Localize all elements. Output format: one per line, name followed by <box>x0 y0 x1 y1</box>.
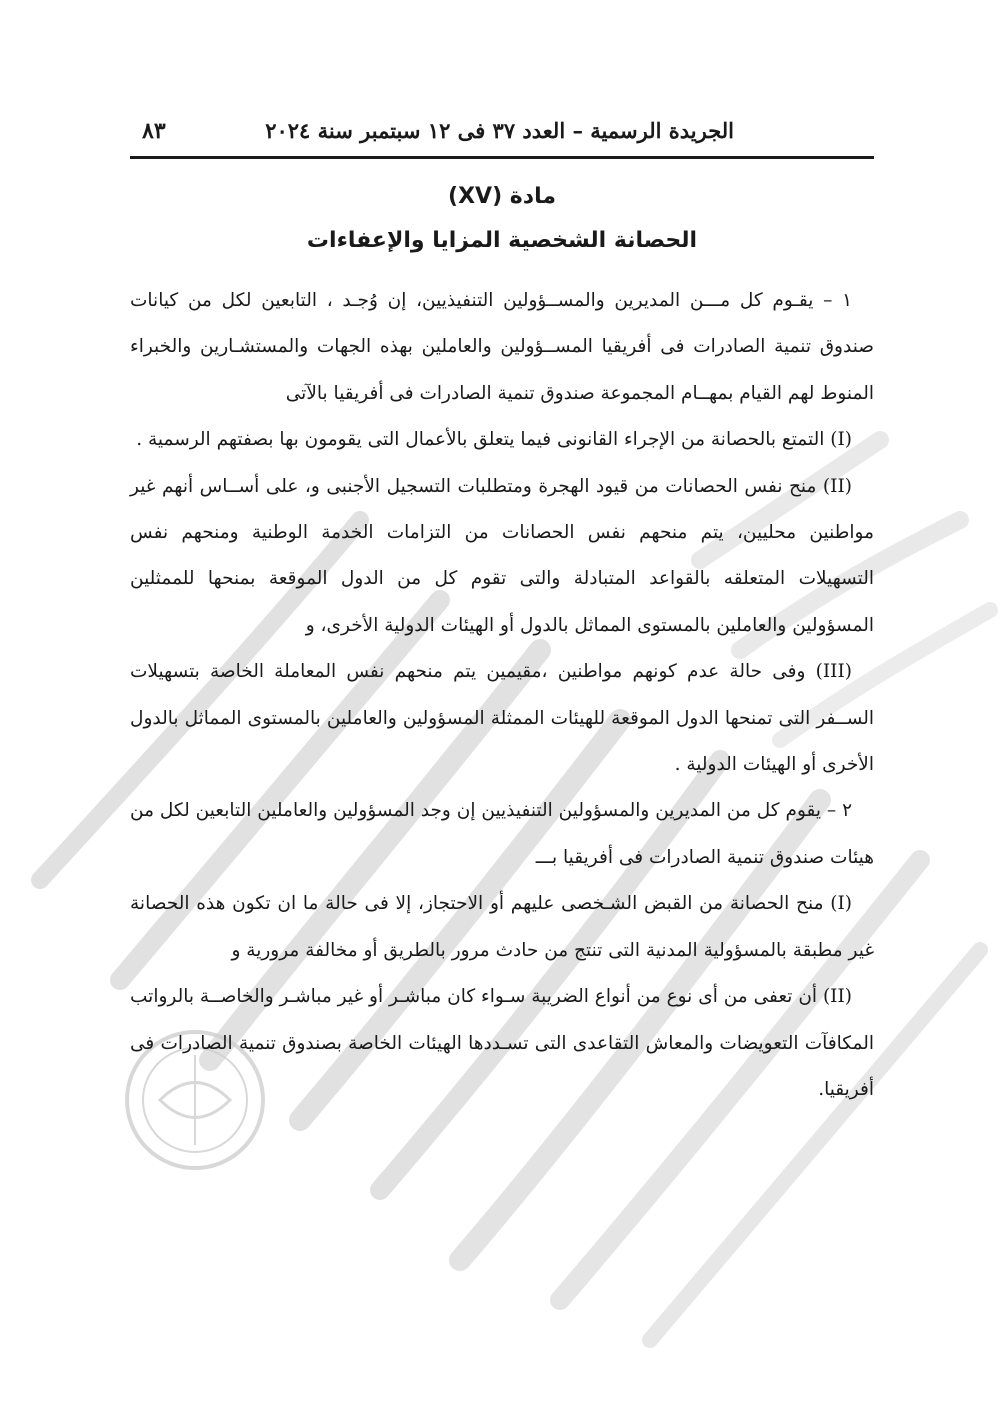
article-number: مادة (XV) <box>448 184 556 209</box>
page-number: ٨٣ <box>142 118 166 144</box>
article-body <box>130 278 874 1113</box>
paragraph: (III) وفى حالة عدم كونهم مواطنين ،مقيمين يتم منحهم نفس المعاملة الخاصة بتسهيلات الســفر التى تمنحها الدول الموقعة للهيئات الممثلة المسؤولين والعاملين بالمستوى المماثل بالدول الأخرى أو الهيئات الدولية . <box>130 661 874 776</box>
gazette-title: الجريدة الرسمية – العدد ٣٧ فى ١٢ سبتمبر سنة ٢٠٢٤ <box>265 118 734 143</box>
paragraph: (II) أن تعفى من أى نوع من أنواع الضريبة سـواء كان مباشـر أو غير مباشـر والخاصــة بالرواتب المكافآت التعويضات والمعاش التقاعدى التى تسـددها الهيئات الخاصة بصندوق تنمية الصادرات فى أفريقيا. <box>130 986 874 1100</box>
header-divider <box>130 156 874 159</box>
article-title: الحصانة الشخصية المزايا والإعفاءات <box>306 228 698 253</box>
paragraph: ٢ – يقوم كل من المديرين والمسؤولين التنفيذيين إن وجد المسؤولين والعاملين التابعين لكل من هيئات صندوق تنمية الصادرات فى أفريقيا بـــ <box>130 800 874 868</box>
page-header <box>130 112 874 152</box>
paragraph: (II) منح نفس الحصانات من قيود الهجرة ومتطلبات التسجيل الأجنبى و، على أســاس أنهم غير مواطنين محليين، يتم منحهم نفس الحصانات من التزامات الخدمة الوطنية ومنحهم نفس التسهيلات المتعلقه بالقواعد المتبادلة والتى تقوم كل من الدول الموقعة بمنحها للممثلين المسؤولين والعاملين بالمستوى المماثل بالدول أو الهيئات الدولية الأخرى، و <box>130 475 874 636</box>
paragraph: (I) منح الحصانة من القبض الشـخصى عليهم أو الاحتجاز، إلا فى حالة ما ان تكون هذه الحصانة غير مطبقة بالمسؤولية المدنية التى تنتج من حادث مرور بالطريق أو مخالفة مرورية و <box>130 893 874 961</box>
paragraph: ١ – يقـوم كل مـــن المديرين والمســؤولين التنفيذيين، إن وُجـد ، التابعين لكل من كيانات صندوق تنمية الصادرات فى أفريقيا المســؤولين والعاملين بهذه الجهات والمستشـارين والخبراء المنوط لهم القيام بمهــام المجموعة صندوق تنمية الصادرات فى أفريقيا بالآتى <box>130 290 874 404</box>
paragraph: (I) التمتع بالحصانة من الإجراء القانونى فيما يتعلق بالأعمال التى يقومون بها بصفتهم الرسمية . <box>136 429 852 451</box>
